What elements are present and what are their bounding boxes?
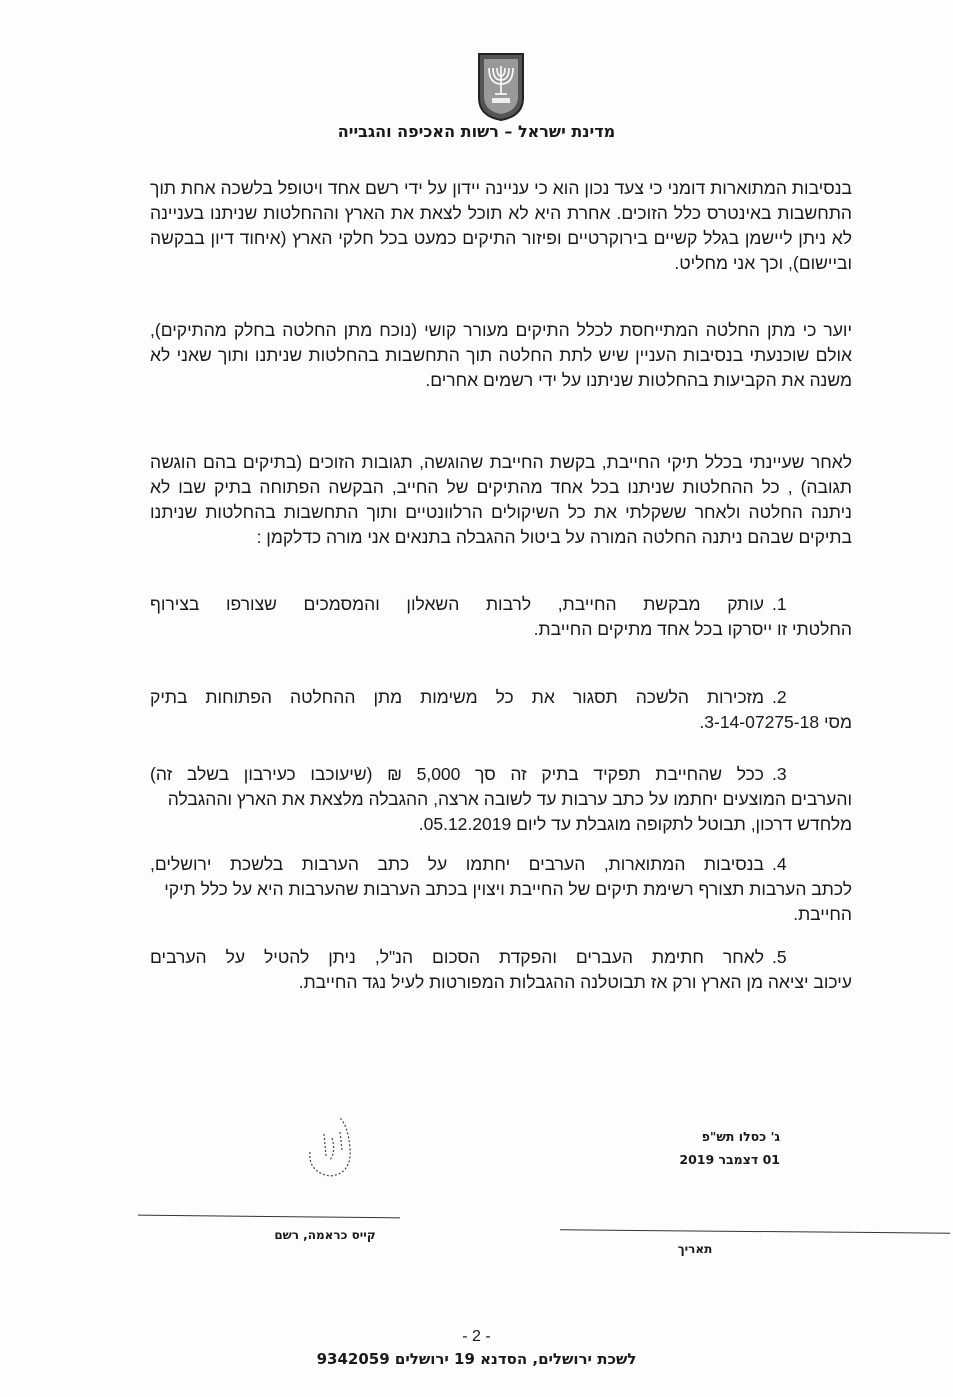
order-item-3 (150, 762, 852, 837)
order-text-rest: עיכוב יציאה מן הארץ ורק אז תבוטלנה ההגבלות המפורטות לעיל נגד החייבת. (298, 972, 852, 992)
order-text-first-line: מזכירות הלשכה תסגור את כל משימות מתן ההחלטה הפתוחות בתיק (150, 687, 764, 707)
order-text-first-line: לאחר חתימת העברים והפקדת הסכום הנ"ל, ניתן להטיל על הערבים (150, 947, 764, 967)
paragraph-note: יוער כי מתן החלטה המתייחסת לכלל התיקים מעורר קושי (נוכח מתן החלטה בחלק מהתיקים), אולם שוכנעתי בנסיבות העניין שיש לתת החלטה תוך התחשבות בהחלטות שניתנו ותוך שאני לא משנה את הקביעות בהחלטות שניתנו על ידי רשמים אחרים. (150, 319, 852, 390)
state-emblem-icon (475, 50, 527, 122)
order-item-1 (150, 592, 852, 642)
order-text-first-line: עותק מבקשת החייבת, לרבות השאלון והמסמכים שצורפו בצירוף (150, 594, 764, 614)
order-number: 2. (772, 687, 787, 707)
order-item-2 (150, 685, 852, 735)
order-text-rest: החלטתי זו ייסרקו בכל אחד מתיקים החייבת. (533, 619, 852, 639)
paragraph-circumstances: בנסיבות המתוארות דומני כי צעד נכון הוא כי עניינה יידון על ידי רשם אחד ויטופל בלשכה אחת תוך התחשבות באינטרס כלל הזוכים. אחרת היא לא תוכל לצאת את הארץ וההחלטות שניתנו בעניינה לא ניתן ליישמן בגלל קשיים בירוקרטיים ופיזור התיקים כמעט בכל חלקי הארץ (איחוד דיון בבקשה וביישום), וכך אני מחליט. (150, 177, 852, 273)
order-number: 1. (772, 594, 787, 614)
order-text-rest: לכתב הערבות תצורף רשימת תיקים של החייבת ויצוין בכתב הערבות שהערבות היא על כלל תיקי החייבת. (164, 879, 852, 924)
order-item-4 (150, 852, 852, 927)
handwritten-signature-icon (300, 1112, 370, 1182)
order-text-first-line: ככל שהחייבת תפקיד בתיק זה סך 5,000 ₪ (שיעוכבו כעירבון בשלב זה) (150, 764, 764, 784)
order-text-rest: מסי 3-14-07275-18. (699, 712, 852, 732)
footer-address: לשכת ירושלים, הסדנא 19 ירושלים 9342059 (316, 1350, 637, 1368)
order-text-rest: והערבים המוצעים יחתמו על כתב ערבות עד לשובה ארצה, ההגבלה מלצאת את הארץ וההגבלה מלחדש דרכון, תבוטל לתקופה מוגבלת עד ליום 05.12.2019. (167, 789, 852, 834)
page-number: - 2 - (462, 1328, 491, 1345)
gregorian-date: 01 דצמבר 2019 (679, 1152, 780, 1167)
date-caption: תאריך (677, 1242, 713, 1256)
order-number: 5. (772, 947, 787, 967)
order-number: 4. (772, 854, 787, 874)
signature-line (138, 1215, 400, 1219)
paragraph-review: לאחר שעיינתי בכלל תיקי החייבת, בקשת החייבת שהוגשה, תגובות הזוכים (בתיקים בהם הוגשה תגובה) , כל ההחלטות שניתנו בכל אחד מהתיקים של החייב, הבקשה הפתוחה בתיק שבו לא ניתנה החלטה ולאחר ששקלתי את כל השיקולים הרלוונטיים ותוך התחשבות בהחלטות שניתנו בתיקים שבהם ניתנה החלטה המורה על ביטול ההגבלה בתנאים אני מורה כדלקמן : (150, 451, 852, 547)
hebrew-date: ג' כסלו תש"פ (701, 1129, 780, 1144)
order-text-first-line: בנסיבות המתוארות, הערבים יחתמו על כתב הערבות בלשכת ירושלים, (150, 854, 764, 874)
date-line (560, 1229, 950, 1233)
order-number: 3. (772, 764, 787, 784)
organization-title: מדינת ישראל – רשות האכיפה והגבייה (337, 122, 616, 141)
order-item-5 (150, 945, 852, 995)
signer-name: קייס כראמה, רשם (274, 1228, 376, 1242)
decision-date (650, 1125, 780, 1171)
